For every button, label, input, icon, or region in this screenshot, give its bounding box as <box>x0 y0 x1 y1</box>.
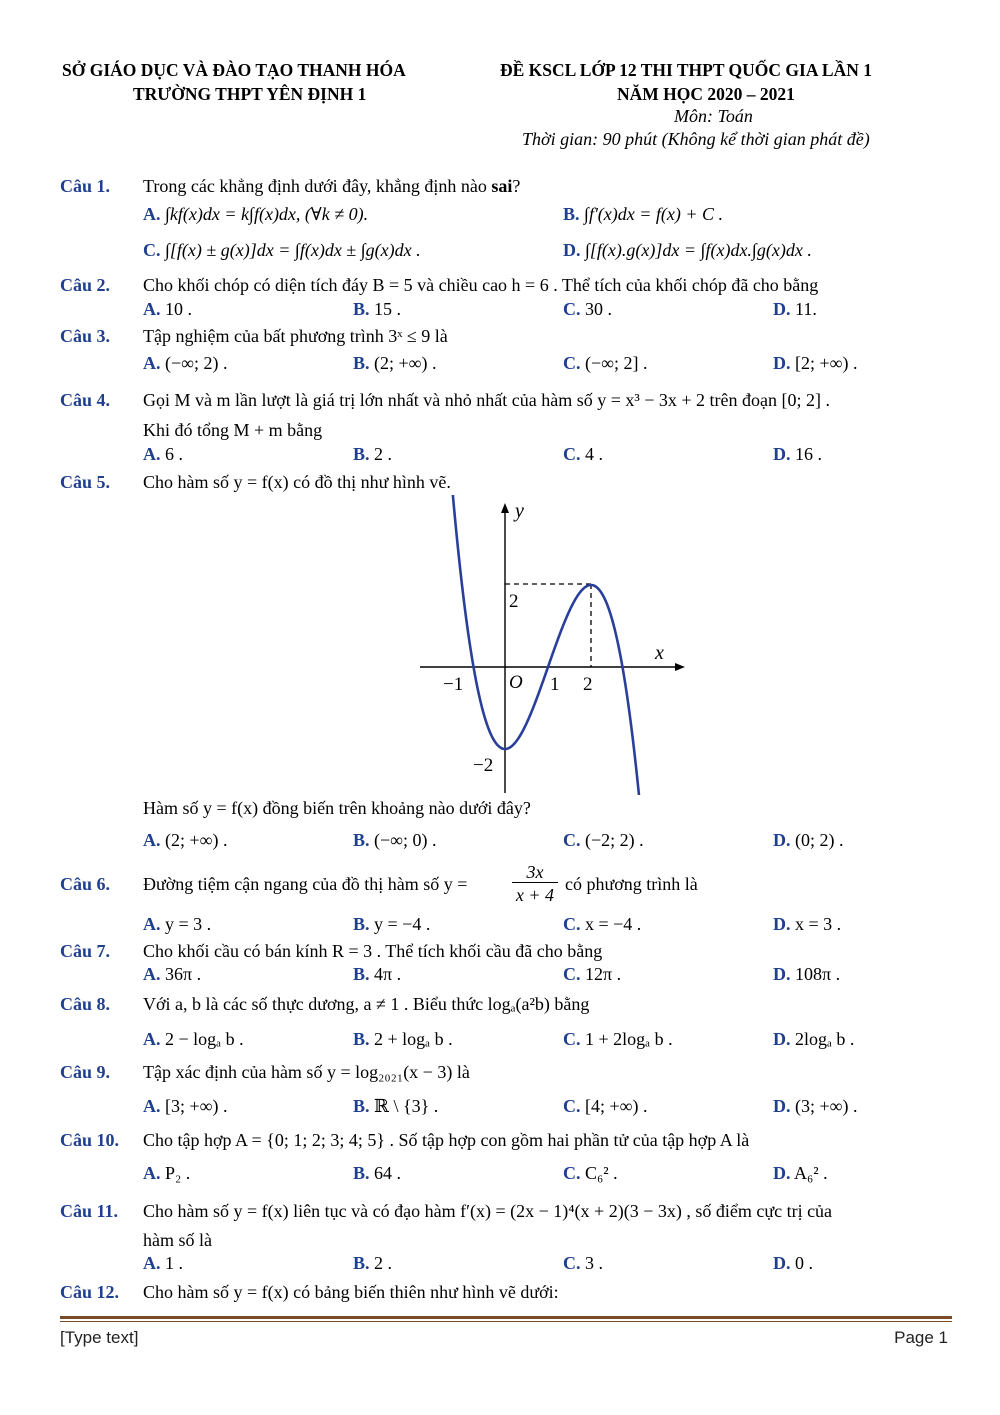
question-5-text: Cho hàm số y = f(x) có đồ thị như hình vẽ. <box>143 472 451 492</box>
q3-option-b: B. (2; +∞) . <box>353 353 437 373</box>
q9-option-d: D. (3; +∞) . <box>773 1096 858 1116</box>
q1-option-d: D. ∫[f(x).g(x)]dx = ∫f(x)dx.∫g(x)dx . <box>563 240 812 260</box>
q7-option-c: C. 12π . <box>563 964 622 984</box>
function-curve <box>447 495 649 795</box>
q7-option-a: A. 36π . <box>143 964 202 984</box>
question-4-text: Gọi M và m lần lượt là giá trị lớn nhất và nhỏ nhất của hàm số y = x³ − 3x + 2 trên đoạn [0; 2] . <box>143 390 831 410</box>
q4-option-c: C. 4 . <box>563 444 603 464</box>
question-7-text: Cho khối cầu có bán kính R = 3 . Thể tích khối cầu đã cho bằng <box>143 941 603 961</box>
q8-option-c: C. 1 + 2logₐ b . <box>563 1029 673 1049</box>
tick-y-minus-2: −2 <box>473 755 494 776</box>
q1-option-c: C. ∫[f(x) ± g(x)]dx = ∫f(x)dx ± ∫g(x)dx . <box>143 240 421 260</box>
question-6-text: Đường tiệm cận ngang của đồ thị hàm số y = <box>143 874 468 894</box>
q8-option-a: A. 2 − logₐ b . <box>143 1029 244 1049</box>
question-9-number: Câu 9. <box>60 1062 111 1082</box>
question-8-text: Với a, b là các số thực dương, a ≠ 1 . Biểu thức logₐ(a²b) bằng <box>143 994 590 1014</box>
q8-option-d: D. 2logₐ b . <box>773 1029 855 1049</box>
q6-option-d: D. x = 3 . <box>773 914 842 934</box>
q10-option-b: B. 64 . <box>353 1163 402 1183</box>
fraction-numerator: 3x <box>512 862 558 883</box>
q11-option-a: A. 1 . <box>143 1253 183 1273</box>
tick-y-2: 2 <box>509 591 519 612</box>
time-limit: Thời gian: 90 phút (Không kể thời gian phát đề) <box>522 129 870 149</box>
q2-option-a: A. 10 . <box>143 299 192 319</box>
school-name: TRƯỜNG THPT YÊN ĐỊNH 1 <box>133 84 367 104</box>
y-axis-label: y <box>515 500 524 522</box>
question-10-text: Cho tập hợp A = {0; 1; 2; 3; 4; 5} . Số tập hợp con gồm hai phần tử của tập hợp A là <box>143 1130 750 1150</box>
question-12-number: Câu 12. <box>60 1282 120 1302</box>
q5-option-d: D. (0; 2) . <box>773 830 844 850</box>
footer-left-text: [Type text] <box>60 1328 139 1347</box>
question-11-number: Câu 11. <box>60 1201 119 1221</box>
y-axis-arrow <box>501 503 509 513</box>
question-6-fraction <box>512 862 558 907</box>
tick-x-2: 2 <box>583 674 593 695</box>
function-graph <box>405 495 705 795</box>
question-4-number: Câu 4. <box>60 390 111 410</box>
question-7-number: Câu 7. <box>60 941 111 961</box>
question-10-number: Câu 10. <box>60 1130 120 1150</box>
q9-option-c: C. [4; +∞) . <box>563 1096 648 1116</box>
question-4-text-2: Khi đó tổng M + m bằng <box>143 420 323 440</box>
question-9-text: Tập xác định của hàm số y = log₂₀₂₁(x − 3) là <box>143 1062 470 1082</box>
x-axis-label: x <box>655 642 664 664</box>
q2-option-b: B. 15 . <box>353 299 402 319</box>
origin-label: O <box>509 672 523 693</box>
q6-option-a: A. y = 3 . <box>143 914 212 934</box>
q3-option-d: D. [2; +∞) . <box>773 353 858 373</box>
q5-option-a: A. (2; +∞) . <box>143 830 228 850</box>
q11-option-b: B. 2 . <box>353 1253 393 1273</box>
q1-option-a: A. ∫kf(x)dx = k∫f(x)dx, (∀k ≠ 0). <box>143 204 369 224</box>
footer-page-number: Page 1 <box>894 1328 948 1347</box>
q3-option-a: A. (−∞; 2) . <box>143 353 228 373</box>
question-11-text-2: hàm số là <box>143 1230 212 1250</box>
q10-option-c: C. C₆² . <box>563 1163 618 1183</box>
tick-x-minus-1: −1 <box>443 674 464 695</box>
q1-option-b: B. ∫f'(x)dx = f(x) + C . <box>563 204 724 224</box>
q11-option-d: D. 0 . <box>773 1253 813 1273</box>
exam-title: ĐỀ KSCL LỚP 12 THI THPT QUỐC GIA LẦN 1 <box>500 60 872 80</box>
q3-option-c: C. (−∞; 2] . <box>563 353 648 373</box>
question-5-number: Câu 5. <box>60 472 111 492</box>
q5-option-b: B. (−∞; 0) . <box>353 830 437 850</box>
footer-rule-thick <box>60 1316 952 1319</box>
tick-x-1: 1 <box>550 674 560 695</box>
question-2-text: Cho khối chóp có diện tích đáy B = 5 và chiều cao h = 6 . Thể tích của khối chóp đã cho bằng <box>143 275 819 295</box>
q10-option-d: D. A₆² . <box>773 1163 828 1183</box>
question-5-text-2: Hàm số y = f(x) đồng biến trên khoảng nào dưới đây? <box>143 798 531 818</box>
footer-rule-thin <box>60 1321 952 1322</box>
question-3-text: Tập nghiệm của bất phương trình 3ˣ ≤ 9 là <box>143 326 448 346</box>
q6-option-c: C. x = −4 . <box>563 914 642 934</box>
q11-option-c: C. 3 . <box>563 1253 603 1273</box>
question-8-number: Câu 8. <box>60 994 111 1014</box>
q5-option-c: C. (−2; 2) . <box>563 830 644 850</box>
question-12-text: Cho hàm số y = f(x) có bảng biến thiên như hình vẽ dưới: <box>143 1282 559 1302</box>
q4-option-a: A. 6 . <box>143 444 183 464</box>
question-1-text <box>143 176 520 197</box>
question-1-number: Câu 1. <box>60 176 111 196</box>
x-axis-arrow <box>675 663 685 671</box>
q9-option-a: A. [3; +∞) . <box>143 1096 228 1116</box>
question-1-text-post: ? <box>512 176 521 196</box>
question-11-text: Cho hàm số y = f(x) liên tục và có đạo hàm f′(x) = (2x − 1)⁴(x + 2)(3 − 3x) , số điểm cực trị của <box>143 1201 833 1221</box>
q7-option-d: D. 108π . <box>773 964 841 984</box>
q10-option-a: A. P₂ . <box>143 1163 191 1183</box>
q9-option-b: B. ℝ \ {3} . <box>353 1096 439 1116</box>
question-6-number: Câu 6. <box>60 874 111 894</box>
question-6-text-post: có phương trình là <box>565 874 698 894</box>
fraction-denominator: x + 4 <box>515 885 555 905</box>
q7-option-b: B. 4π . <box>353 964 402 984</box>
q4-option-b: B. 2 . <box>353 444 393 464</box>
question-3-number: Câu 3. <box>60 326 111 346</box>
q6-option-b: B. y = −4 . <box>353 914 431 934</box>
q2-option-d: D. 11. <box>773 299 817 319</box>
q8-option-b: B. 2 + logₐ b . <box>353 1029 453 1049</box>
q4-option-d: D. 16 . <box>773 444 822 464</box>
school-department: SỞ GIÁO DỤC VÀ ĐÀO TẠO THANH HÓA <box>62 60 406 80</box>
q2-option-c: C. 30 . <box>563 299 612 319</box>
question-2-number: Câu 2. <box>60 275 111 295</box>
question-1-text-bold: sai <box>491 176 513 196</box>
subject: Môn: Toán <box>674 106 753 126</box>
question-1-text-pre: Trong các khẳng định dưới đây, khẳng định nào <box>143 176 492 196</box>
school-year: NĂM HỌC 2020 – 2021 <box>617 84 795 104</box>
